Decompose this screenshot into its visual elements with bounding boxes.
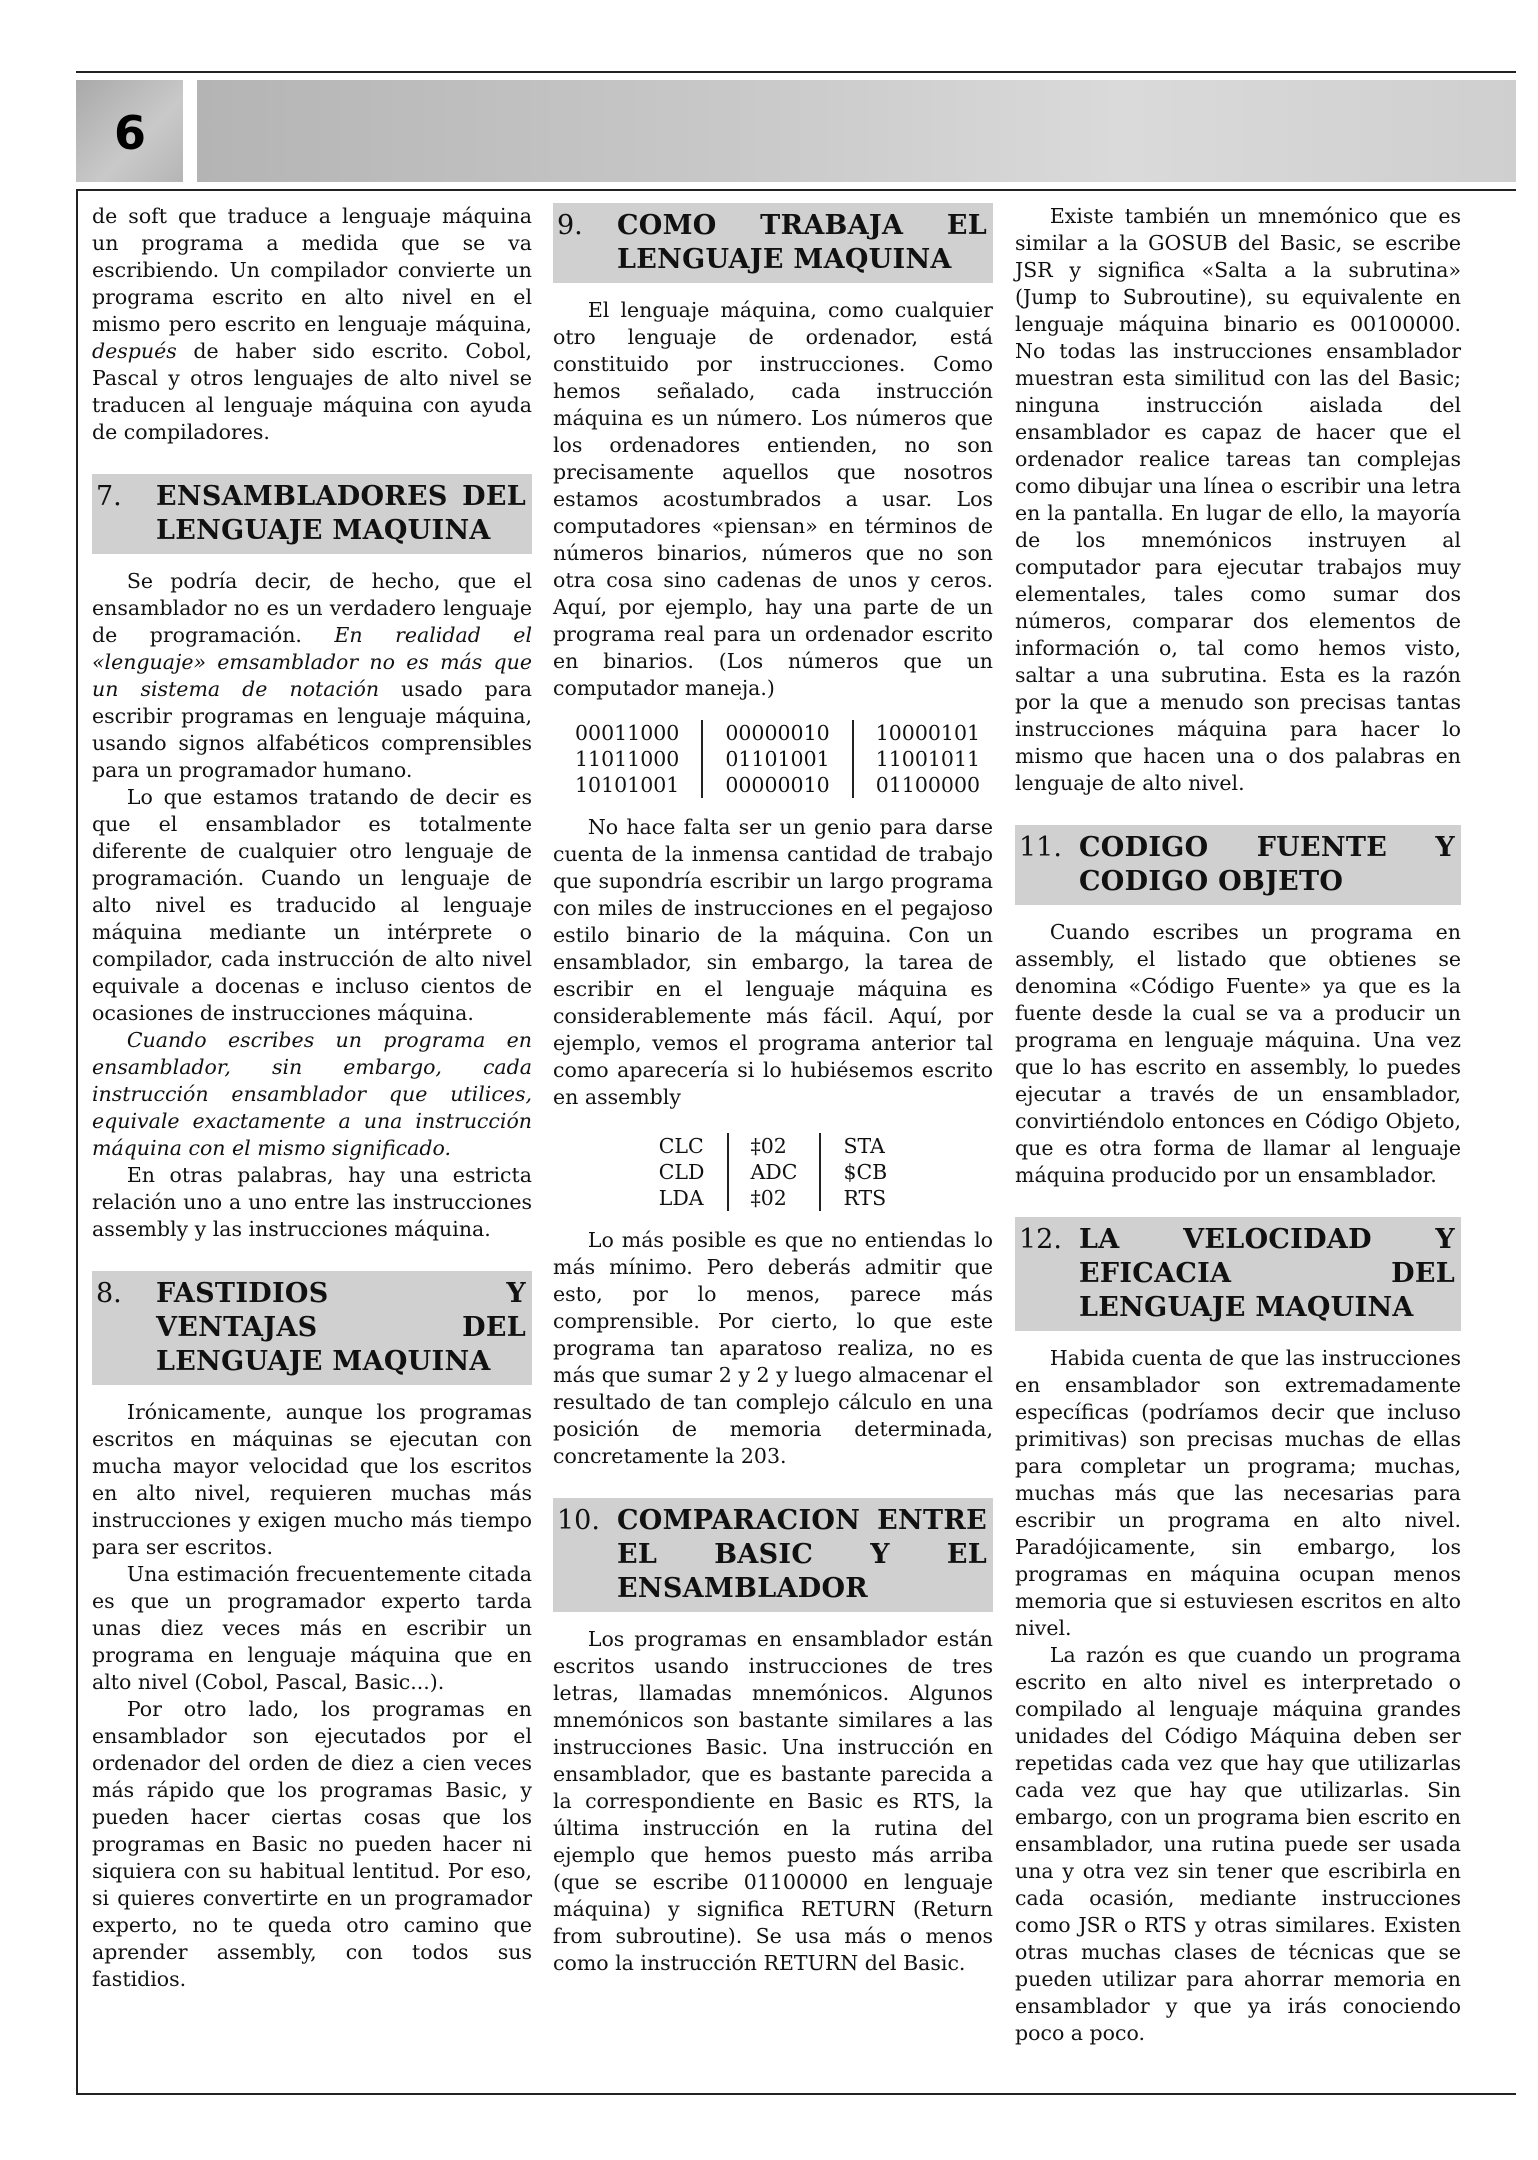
header-band xyxy=(197,80,1516,182)
paragraph: La razón es que cuando un programa escrito en alto nivel es interpretado o compilado al lenguaje máquina grandes unidades del Código Máquina deben ser repetidas cada vez que hay que utilizarlas cada vez que hay que utilizarlas. Sin embargo, con un programa bien escrito en ensamblador, una rutina puede ser usada una y otra vez sin tener que escribirla en cada ocasión, mediante instrucciones como JSR o RTS y otras similares. Existen otras muchas clases de técnicas que se pueden utilizar para ahorrar memoria en ensamblador y que ya irás conociendo poco a poco. xyxy=(1015,1643,1461,2045)
code-line: 00011000 xyxy=(575,721,680,745)
text: de soft que traduce a lenguaje máquina un programa a medida que se va escribiendo. Un compilador convierte un programa escrito en alto nivel en el mismo pero escrito en lenguaje máquina, xyxy=(92,204,532,336)
section-title: ENSAMBLADORES DEL LENGUAJE MAQUINA xyxy=(156,481,526,546)
code-line: 11001011 xyxy=(875,747,981,771)
code-line: STA xyxy=(843,1134,885,1158)
code-line: 11011000 xyxy=(575,747,680,771)
section-number: 10. xyxy=(557,1505,600,1536)
code-line: ADC xyxy=(750,1160,798,1184)
column-2 xyxy=(553,203,993,1977)
section-title: LA VELOCIDAD Y EFICACIA DEL LENGUAJE MAQUINA xyxy=(1079,1224,1455,1323)
binary-column xyxy=(553,720,702,798)
paragraph: No hace falta ser un genio para darse cuenta de la inmensa cantidad de trabajo que supondría escribir un largo programa con miles de instrucciones en el pegajoso estilo binario de la máquina. Con un ensamblador, sin embargo, la tarea de escribir en el lenguaje máquina es considerablemente más fácil. Aquí, por ejemplo, vemos el programa anterior tal como aparecería si lo hubiésemos escrito en assembly xyxy=(553,815,993,1109)
italic-text: después xyxy=(92,339,177,363)
paragraph: Lo que estamos tratando de decir es que el ensamblador es totalmente diferente de cualquier otro lenguaje de programación. Cuando un lenguaje de alto nivel es traducido al lenguaje máquina mediante un intérprete o compilador, cada instrucción de alto nivel equivale a docenas e incluso cientos de ocasiones de instrucciones máquina. xyxy=(92,785,532,1025)
assembly-column xyxy=(820,1133,909,1211)
section-title: COMPARACION ENTRE EL BASIC Y EL ENSAMBLADOR xyxy=(617,1505,987,1604)
paragraph xyxy=(92,203,532,446)
section-heading-9 xyxy=(553,203,993,283)
code-line: 00000010 xyxy=(725,773,830,797)
paragraph: Lo más posible es que no entiendas lo más mínimo. Pero deberás admitir que esto, por lo menos, parece más comprensible. Por cierto, lo que este programa tan aparatoso realiza, no es más que sumar 2 y 2 y luego almacenar el resultado de tan complejo cálculo en una posición de memoria determinada, concretamente la 203. xyxy=(553,1228,993,1468)
binary-column xyxy=(853,720,1002,798)
page-number-box xyxy=(76,80,183,182)
top-rule xyxy=(76,71,1516,73)
section-number: 11. xyxy=(1019,832,1062,863)
paragraph: Una estimación frecuentemente citada es que un programador experto tarda unas diez veces más en escribir un programa en lenguaje máquina que en alto nivel (Cobol, Pascal, Basic...). xyxy=(92,1562,532,1694)
code-line: 00000010 xyxy=(725,721,830,745)
paragraph: Cuando escribes un programa en assembly, el listado que obtienes se denomina «Código Fuente» ya que es la fuente desde la cual se va a producir un programa en lenguaje máquina. Una vez que lo has escrito en assembly, lo puedes ejecutar a través de un ensamblador, convirtiéndolo entonces en Código Objeto, que es otra forma de llamar al lenguaje máquina producido por un ensamblador. xyxy=(1015,920,1461,1187)
code-line: CLC xyxy=(658,1134,704,1158)
assembly-column xyxy=(728,1133,821,1211)
page-number: 6 xyxy=(114,106,147,160)
binary-column xyxy=(702,720,852,798)
code-line: ‡02 xyxy=(750,1134,787,1158)
binary-listing xyxy=(553,720,1002,798)
section-title: CODIGO FUENTE Y CODIGO OBJETO xyxy=(1079,832,1455,897)
italic-text: En realidad el «lenguaje» emsamblador no es más que un sistema de notación xyxy=(92,623,532,701)
code-line: ‡02 xyxy=(750,1186,787,1210)
section-title: FASTIDIOS Y VENTAJAS DEL LENGUAJE MAQUINA xyxy=(156,1278,526,1377)
column-3 xyxy=(1015,203,1461,2047)
paragraph xyxy=(92,568,532,784)
assembly-listing xyxy=(637,1133,909,1211)
code-line: RTS xyxy=(843,1186,887,1210)
section-heading-10 xyxy=(553,1498,993,1612)
code-line: 10000101 xyxy=(875,721,981,745)
text: Se podría decir, de hecho, que el ensamblador no es un verdadero lenguaje de programación. xyxy=(92,569,532,647)
assembly-column xyxy=(637,1133,728,1211)
paragraph: Existe también un mnemónico que es similar a la GOSUB del Basic, se escribe JSR y significa «Salta a la subrutina» (Jump to Subroutine), su equivalente en lenguaje máquina binario es 00100000. No todas las instrucciones ensamblador muestran esta similitud con las del Basic; ninguna instrucción aislada del ensamblador es capaz de hacer que el ordenador realice tareas tan complejas como dibujar una línea o escribir una letra en la pantalla. En lugar de ello, la mayoría de los mnemónicos instruyen al computador para ejecutar trabajos muy elementales, tales como sumar dos números, comparar dos elementos de información o, tal como hemos visto, saltar a una subrutina. Esta es la razón por la que a menudo son precisas tantas instrucciones máquina para hacer lo mismo que hacen una o dos palabras en lenguaje de alto nivel. xyxy=(1015,204,1461,795)
section-heading-12 xyxy=(1015,1217,1461,1331)
section-number: 7. xyxy=(96,481,122,512)
section-heading-7 xyxy=(92,474,532,554)
section-number: 9. xyxy=(557,210,583,241)
paragraph: En otras palabras, hay una estricta relación uno a uno entre las instrucciones assembly y las instrucciones máquina. xyxy=(92,1163,532,1241)
section-title: COMO TRABAJA EL LENGUAJE MAQUINA xyxy=(617,210,987,275)
code-line: LDA xyxy=(658,1186,704,1210)
text: de haber sido escrito. Cobol, Pascal y otros lenguajes de alto nivel se traducen al lenguaje máquina con ayuda de compiladores. xyxy=(92,339,532,444)
code-line: CLD xyxy=(658,1160,705,1184)
section-heading-11 xyxy=(1015,825,1461,905)
paragraph-italic xyxy=(92,1027,532,1162)
code-line: 10101001 xyxy=(575,773,680,797)
paragraph: Los programas en ensamblador están escritos usando instrucciones de tres letras, llamadas mnemónicos. Algunos mnemónicos son bastante similares a las instrucciones Basic. Una instrucción en ensamblador, que es bastante parecida a la correspondiente en Basic es RTS, la última instrucción en la rutina del ejemplo que hemos puesto más arriba (que se escribe 01100000 en lenguaje máquina) y significa RETURN (Return from subroutine). Se usa más o menos como la instrucción RETURN del Basic. xyxy=(553,1627,993,1975)
paragraph: Habida cuenta de que las instrucciones en ensamblador son extremadamente específicas (podríamos decir que incluso primitivas) son precisas muchas de ellas para completar un programa; muchas, muchas más que las necesarias para escribir un programa en alto nivel. Paradójicamente, sin embargo, los programas en máquina ocupan menos memoria que si estuviesen escritos en alto nivel. xyxy=(1015,1346,1461,1640)
text: usado para escribir programas en lenguaje máquina, usando signos alfabéticos comprensibles para un programador humano. xyxy=(92,677,532,782)
column-1 xyxy=(92,203,532,1993)
section-heading-8 xyxy=(92,1271,532,1385)
italic-text: Cuando escribes un programa en ensamblador, sin embargo, cada instrucción ensamblador que utilices, equivale exactamente a una instrucción máquina con el mismo significado. xyxy=(92,1028,532,1160)
paragraph: Por otro lado, los programas en ensamblador son ejecutados por el ordenador del orden de diez a cien veces más rápido que los programas Basic, y pueden hacer ciertas cosas que los programas en Basic no pueden hacer ni siquiera con su habitual lentitud. Por eso, si quieres convertirte en un programador experto, no te queda otro camino que aprender assembly, con todos sus fastidios. xyxy=(92,1697,532,1991)
code-line: $CB xyxy=(843,1160,888,1184)
section-number: 12. xyxy=(1019,1224,1062,1255)
code-line: 01100000 xyxy=(875,773,981,797)
code-line: 01101001 xyxy=(725,747,830,771)
paragraph: Irónicamente, aunque los programas escritos en máquinas se ejecutan con mucha mayor velocidad que los escritos en alto nivel, requieren muchas más instrucciones y exigen mucho más tiempo para ser escritos. xyxy=(92,1400,532,1559)
section-number: 8. xyxy=(96,1278,122,1309)
paragraph: El lenguaje máquina, como cualquier otro lenguaje de ordenador, está constituido por instrucciones. Como hemos señalado, cada instrucción máquina es un número. Los números que los ordenadores entienden, no son precisamente aquellos que nosotros estamos acostumbrados a usar. Los computadores «piensan» en términos de números binarios, números que no son otra cosa sino cadenas de unos y ceros. Aquí, por ejemplo, hay una parte de un programa real para un ordenador escrito en binarios. (Los números que un computador maneja.) xyxy=(553,298,993,700)
